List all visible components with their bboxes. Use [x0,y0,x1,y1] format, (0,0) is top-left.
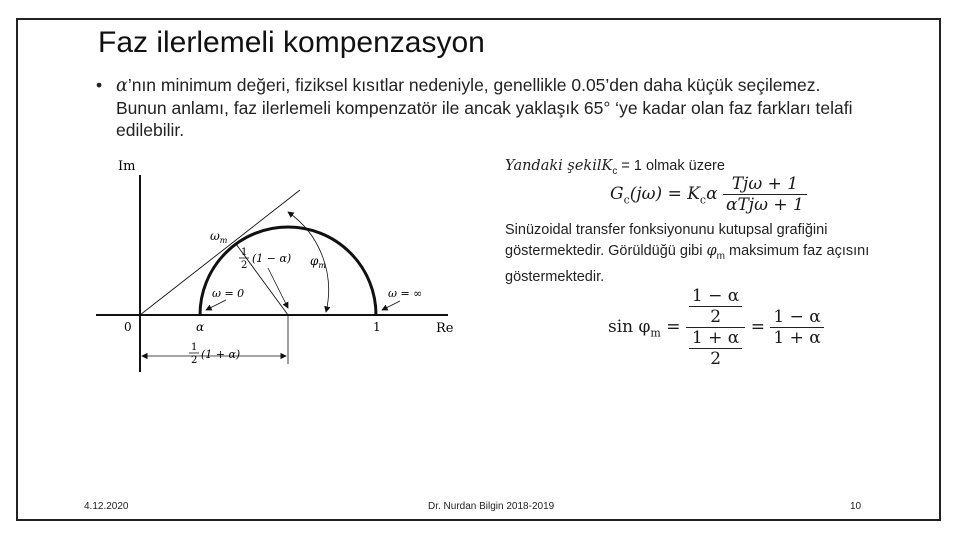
half-center-expr: (1 + α) [201,348,241,361]
bullet-text [104,74,864,141]
half-center-den: 2 [191,355,198,366]
omega-m-label: $\omega_m$ [210,229,228,245]
kc-sub: c [612,165,618,177]
origin-label: 0 [124,320,132,334]
axis-re-label: Re [436,321,454,336]
footer-author: Dr. Nurdan Bilgin 2018-2019 [428,501,555,512]
alpha-tick-label: α [196,320,205,334]
transfer-fraction: $\frac{\text{Tjω + 1}}{\text{αTjω + 1}}$ [723,174,807,215]
side-description: Sinüzoidal transfer fonksiyonunu kutupsal grafiğini göstermektedir. Görüldüğü gibi $\varphi_m$ maksimum faz açısını göstermektedir. [505,222,870,285]
alpha-symbol: α [116,76,128,96]
nested-fraction: $\frac{\frac{1 - \alpha}{2}}{\frac{1 + \alpha}{2}}$ [686,286,745,369]
side-intro-text: Yandaki şekil [505,158,602,174]
half-radius-expr: (1 − α) [252,252,292,265]
bullet-dot: • [96,75,103,95]
omega-zero-label: ω = 0 [212,287,245,300]
axis-im-label: Im [118,159,136,174]
rhs-fraction: $\frac{1 - \alpha}{1 + \alpha}$ [770,307,823,348]
footer-page-number: 10 [850,501,862,512]
slide-title: Faz ilerlemeli kompenzasyon [98,26,485,59]
bullet-point [96,74,864,141]
transfer-function-equation: $G_c(j\omega) = K_c\alpha$ $\frac{\text{Tjω + 1}}{\text{αTjω + 1}}$ [610,174,807,215]
phi-m-label: $\varphi_m$ [310,254,326,270]
bullet-body: ’nın minimum değeri, fiziksel kısıtlar nedeniyle, genellikle 0.05’den daha küçük seçilemez. Bunun anlamı, faz ilerlemeli kompenzatör ile ancak yaklaşık 65° ‘ye kadar olan faz farkları telafi edilebilir. [116,75,853,140]
kc-symbol: K [601,158,613,174]
half-center-num: 1 [191,342,198,353]
omega-zero-arrow [206,300,226,310]
polar-plot-figure [88,150,468,380]
omega-inf-label: ω = ∞ [388,287,423,300]
kc-rest: = 1 olmak üzere [617,158,725,174]
half-radius-den: 2 [241,260,248,271]
half-radius-num: 1 [241,247,248,258]
one-tick-label: 1 [373,320,381,334]
sin-phi-equation: $\sin \varphi_m$ = $\frac{\frac{1 - \alpha}{2}}{\frac{1 + \alpha}{2}}$ = $\frac{1 - \alpha}{1 + \alpha}$ [608,286,824,369]
omega-inf-arrow [382,301,400,310]
footer-date: 4.12.2020 [84,501,129,512]
